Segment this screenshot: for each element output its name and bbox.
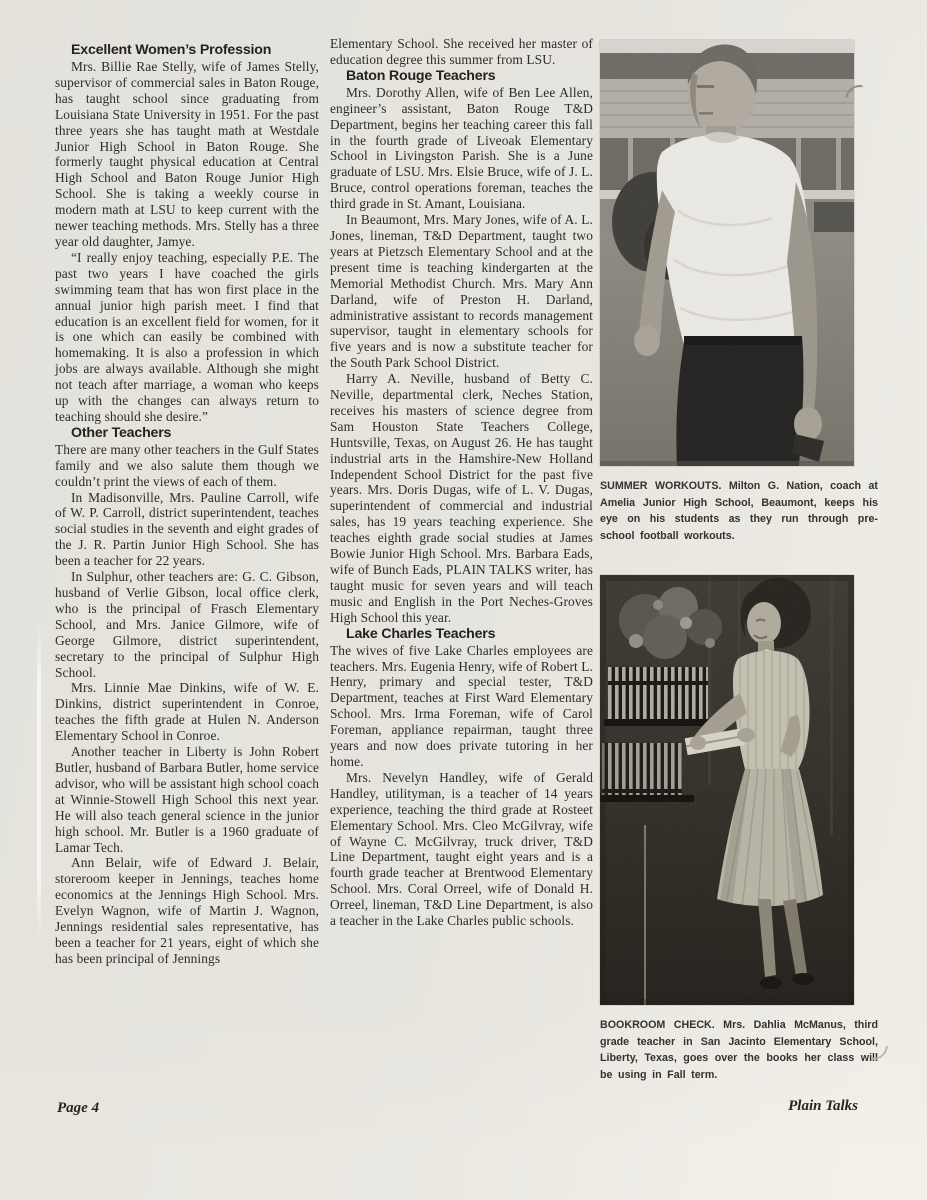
publication-name: Plain Talks xyxy=(788,1098,858,1114)
bookroom-check-photo xyxy=(600,575,854,1005)
scan-streak xyxy=(37,620,41,940)
paragraph: The wives of five Lake Charles employees are teachers. Mrs. Eugenia Henry, wife of Robert L. Henry, primary and special tester, T&D Department, teaches at First Ward Elementary School. Mrs. Irma Foreman, wife of Carol Foreman, appliance repairman, taught three years and now does private tutoring in her home. xyxy=(330,642,593,769)
section-heading: Excellent Women’s Profession xyxy=(71,42,272,58)
article-column-middle xyxy=(330,36,593,929)
photo-block-summer-workouts xyxy=(600,40,880,544)
section-heading: Other Teachers xyxy=(71,424,172,441)
paragraph: Mrs. Billie Rae Stelly, wife of James Stelly, supervisor of commercial sales in Baton Rouge, has taught school since graduating from Louisiana State University in 1951. For the past three years she has taught math at Westdale Junior High School in Baton Rouge. She formerly taught physical education at Central High School and Baton Rouge Junior High School. She is taking a weekly course in modern math at LSU to keep current with the newer teaching methods. Mrs. Stelly has a three year old daughter, Jamye. xyxy=(55,59,319,249)
paragraph: In Beaumont, Mrs. Mary Jones, wife of A. L. Jones, lineman, T&D Department, taught two years at Pietzsch Elementary School and at the present time is teaching kindergarten at the Memorial Methodist Church. Mrs. Mary Ann Darland, wife of Preston H. Darland, administrative assistant to records management supervisor, taught in elementary schools for five years and is now a substitute teacher for the South Park School District. xyxy=(330,212,593,371)
paragraph: Ann Belair, wife of Edward J. Belair, storeroom keeper in Jennings, teaches home economics at the Jennings High School. Mrs. Evelyn Wagnon, wife of Martin J. Wagnon, Jennings residential sales representative, has been a teacher for 21 years, eight of which she has been principal of Jennings xyxy=(55,855,319,966)
paragraph: Mrs. Linnie Mae Dinkins, wife of W. E. Dinkins, district superintendent in Conroe, teaches the fifth grade at Hulen N. Anderson Elementary School in Conroe. xyxy=(55,680,319,744)
summer-workouts-photo xyxy=(600,40,854,466)
paragraph: Elementary School. She received her master of education degree this summer from LSU. xyxy=(330,36,593,67)
paragraph: Harry A. Neville, husband of Betty C. Neville, departmental clerk, Neches Station, receives his masters of science degree from Sam Houston State Teachers College, Huntsville, Texas, on August 26. He has taught industrial arts in the Hamshire-New Holland Independent School District for the past five years. Mrs. Doris Dugas, wife of L. V. Dugas, superintendent of commercial and industrial sales, has 19 years teaching experience. She teaches eighth grade social studies at James Bowie Junior High School. Mrs. Barbara Eads, wife of Bunch Eads, PLAIN TALKS writer, has taught music for seven years and will teach music and English in the Port Neches-Groves High School this year. xyxy=(330,371,593,625)
paragraph: In Madisonville, Mrs. Pauline Carroll, wife of W. P. Carroll, district superintendent, teaches social studies in the seventh and eight grades of the J. R. Partin Junior High School. She has been a teacher for 22 years. xyxy=(55,489,319,569)
paragraph: “I really enjoy teaching, especially P.E. The past two years I have coached the girls swimming team that has won first place in the annual junior high parish meet. I find that education is an excellent field for women, for it is one which can easily be combined with homemaking. It is also a profession in which jobs are always available. Although she might not teach after marriage, a woman who keeps up with the changes can always return to teaching should she desire.” xyxy=(55,249,319,424)
page-number: Page 4 xyxy=(57,1100,100,1116)
photo-caption: BOOKROOM CHECK. Mrs. Dahlia McManus, third grade teacher in San Jacinto Elementary School, Liberty, Texas, goes over the books her class will be using in Fall term. xyxy=(600,1019,878,1081)
paragraph: Mrs. Dorothy Allen, wife of Ben Lee Allen, engineer’s assistant, Baton Rouge T&D Department, begins her teaching career this fall in the fourth grade of Liveoak Elementary School in Livingston Parish. She is a June graduate of LSU. Mrs. Elsie Bruce, wife of J. L. Bruce, control operations foreman, teaches the third grade in St. Amant, Louisiana. xyxy=(330,84,593,212)
photo-caption: SUMMER WORKOUTS. Milton G. Nation, coach at Amelia Junior High School, Beaumont, keeps his eye on his students as they run through pre-school football workouts. xyxy=(600,480,878,542)
paragraph: Mrs. Nevelyn Handley, wife of Gerald Handley, utilityman, is a teacher of 14 years experience, teaching the third grade at Rosteet Elementary School. Mrs. Cleo McGilvray, wife of Wayne C. McGilvray, truck driver, T&D Line Department, taught eight years and is a fourth grade teacher at Brentwood Elementary School. Mrs. Coral Orreel, wife of Donald H. Orreel, lineman, T&D Line Department, is also a teacher in the Lake Charles public schools. xyxy=(330,769,593,929)
paragraph: There are many other teachers in the Gulf States family and we also salute them though we couldn’t print the views of each of them. xyxy=(55,441,319,489)
photo-block-bookroom-check xyxy=(600,575,880,1083)
paragraph: Another teacher in Liberty is John Robert Butler, husband of Barbara Butler, home service advisor, who will be assistant high school coach at Winnie-Stowell High School this next year. He will also teach general science in the junior high school. Mr. Butler is a 1960 graduate of Lamar Tech. xyxy=(55,744,319,855)
article-column-left xyxy=(55,42,319,967)
paragraph: In Sulphur, other teachers are: G. C. Gibson, husband of Verlie Gibson, local office clerk, who is the principal of Frasch Elementary School, and Mrs. Janice Gilmore, wife of George Gilmore, district superintendent, secretary to the principal of Sulphur High School. xyxy=(55,569,319,680)
section-heading: Lake Charles Teachers xyxy=(346,625,496,642)
section-heading: Baton Rouge Teachers xyxy=(346,67,496,84)
